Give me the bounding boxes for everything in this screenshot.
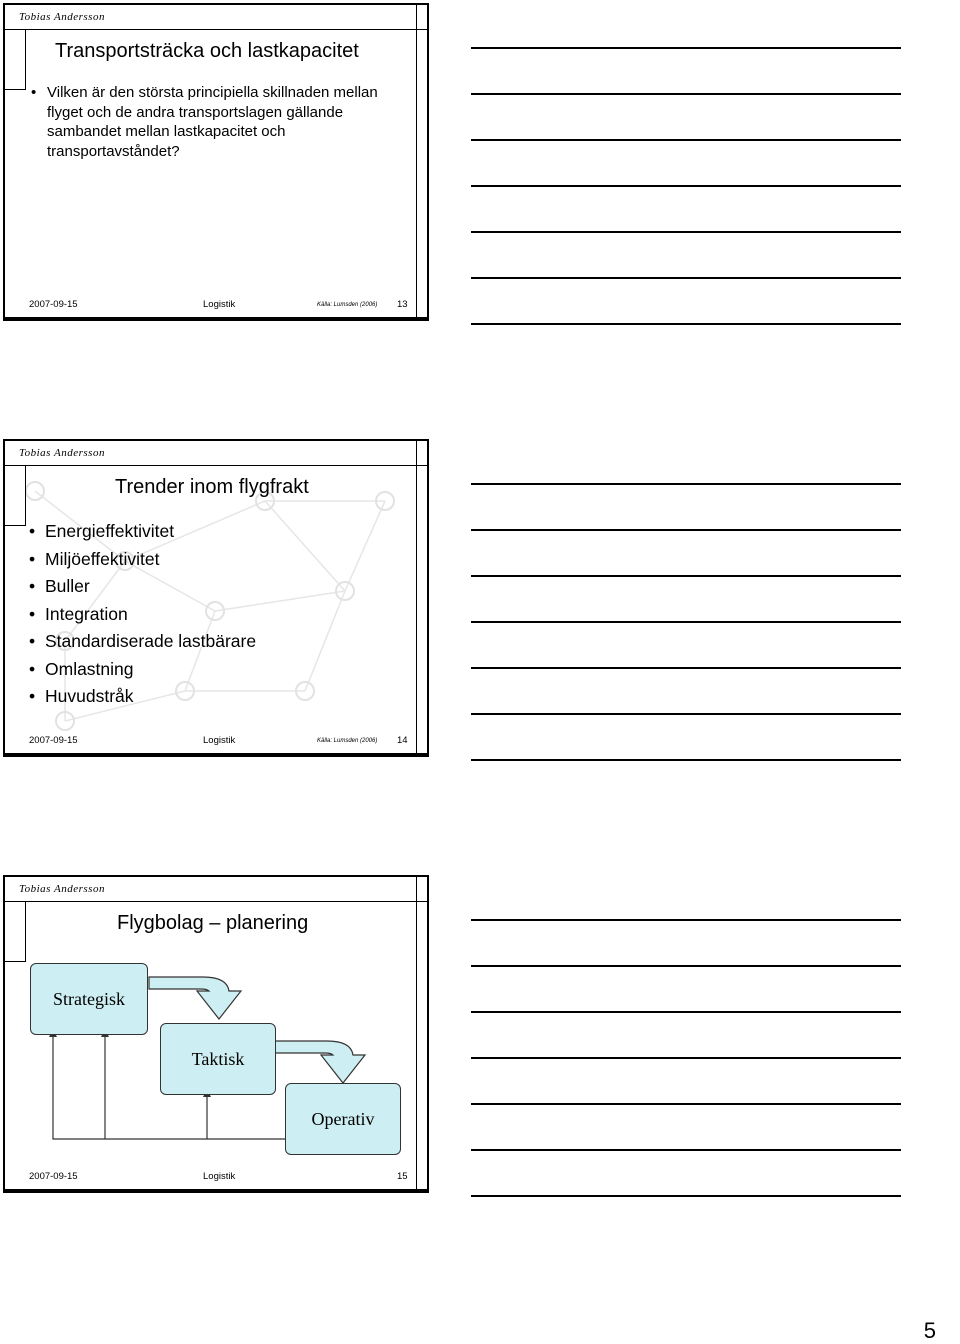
bullet-item: • Standardiserade lastbärare (29, 628, 256, 656)
bullet-item: • Huvudstråk (29, 683, 256, 711)
footer-date: 2007-09-15 (29, 1171, 78, 1182)
notes-lines-14 (471, 483, 901, 805)
operational-box: Operativ (285, 1083, 401, 1155)
slide-title: Transportsträcka och lastkapacitet (55, 40, 359, 62)
arrow-strategic-to-tactical (149, 977, 241, 1019)
slide-author: Tobias Andersson (19, 11, 105, 23)
slide-footer (5, 735, 427, 749)
bullet-list (29, 518, 256, 711)
slide-15 (3, 875, 429, 1193)
bullet-item: • Miljöeffektivitet (29, 546, 256, 574)
bullet-item: • Vilken är den största principiella skillnaden mellan flyget och de andra transportslagen gällande sambandet mellan lastkapacitet och transportavståndet? (31, 83, 391, 161)
footer-source: Källa: Lumsden (2006) (317, 302, 378, 308)
bullet-item: • Energieffektivitet (29, 518, 256, 546)
footer-slide-number: 13 (397, 299, 408, 310)
tactical-box: Taktisk (160, 1023, 276, 1095)
footer-course: Logistik (203, 735, 236, 746)
footer-slide-number: 14 (397, 735, 408, 746)
bullet-list (31, 83, 391, 161)
footer-date: 2007-09-15 (29, 735, 78, 746)
footer-source: Källa: Lumsden (2006) (317, 738, 378, 744)
slide-13 (3, 3, 429, 321)
footer-slide-number: 15 (397, 1171, 408, 1182)
footer-course: Logistik (203, 299, 236, 310)
strategic-box: Strategisk (30, 963, 148, 1035)
notes-lines-13 (471, 47, 901, 369)
slide-title: Trender inom flygfrakt (115, 476, 309, 498)
page-number: 5 (923, 1318, 936, 1343)
slide-author: Tobias Andersson (19, 883, 105, 895)
footer-course: Logistik (203, 1171, 236, 1182)
slide-author: Tobias Andersson (19, 447, 105, 459)
footer-date: 2007-09-15 (29, 299, 78, 310)
arrow-tactical-to-operational (275, 1041, 365, 1083)
bullet-item: • Buller (29, 573, 256, 601)
bullet-item: • Omlastning (29, 656, 256, 684)
bullet-item: • Integration (29, 601, 256, 629)
notes-lines-15 (471, 919, 901, 1241)
slide-14 (3, 439, 429, 757)
slide-title: Flygbolag – planering (117, 912, 309, 934)
slide-footer (5, 1171, 427, 1185)
slide-footer (5, 299, 427, 313)
